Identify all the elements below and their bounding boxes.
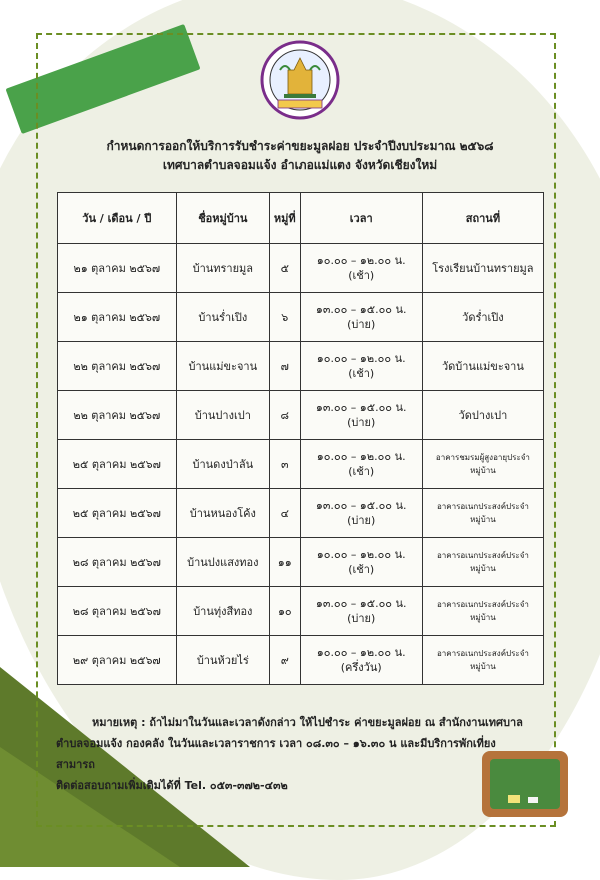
table-header-row [58,193,544,244]
cell-date: ๒๕ ตุลาคม ๒๕๖๗ [58,489,177,538]
time-period: (เช้า) [348,563,375,576]
table-row [58,293,544,342]
cell-village: บ้านทุ่งสีทอง [176,587,269,636]
time-period: (บ่าย) [347,318,376,331]
cell-moo: ๘ [270,391,301,440]
time-period: (บ่าย) [347,416,376,429]
cell-moo: ๕ [270,244,301,293]
cell-moo: ๗ [270,342,301,391]
table-row [58,391,544,440]
cell-moo: ๑๑ [270,538,301,587]
table-row [58,489,544,538]
cell-date: ๒๒ ตุลาคม ๒๕๖๗ [58,391,177,440]
time-period: (เช้า) [348,465,375,478]
cell-village: บ้านดงป่าลัน [176,440,269,489]
cell-date: ๒๒ ตุลาคม ๒๕๖๗ [58,342,177,391]
time-range: ๑๐.๐๐ – ๑๒.๐๐ น. [316,450,406,463]
cell-date: ๒๙ ตุลาคม ๒๕๖๗ [58,636,177,685]
cell-moo: ๔ [270,489,301,538]
cell-village: บ้านทรายมูล [176,244,269,293]
cell-date: ๒๑ ตุลาคม ๒๕๖๗ [58,293,177,342]
cell-village: บ้านแม่ขะจาน [176,342,269,391]
table-row [58,244,544,293]
cell-time [300,244,422,293]
table-row [58,440,544,489]
time-range: ๑๐.๐๐ – ๑๒.๐๐ น. [316,646,406,659]
cell-place: อาคารชมรมผู้สูงอายุประจำหมู่บ้าน [422,440,543,489]
cell-time [300,636,422,685]
remark-line-2: ตำบลจอมแจ้ง กองคลัง ในวันและเวลาราชการ เวลา ๐๘.๓๐ – ๑๖.๓๐ น และมีบริการพักเที่ยง สามารถ [56,737,496,771]
cell-place: วัดร่ำเปิง [422,293,543,342]
time-range: ๑๐.๐๐ – ๑๒.๐๐ น. [316,254,406,267]
time-range: ๑๐.๐๐ – ๑๒.๐๐ น. [316,548,406,561]
time-period: (ครึ่งวัน) [340,661,382,674]
cell-date: ๒๑ ตุลาคม ๒๕๖๗ [58,244,177,293]
remark-line-1: หมายเหตุ : ถ้าไม่มาในวันและเวลาดังกล่าว ให้ไปชำระ ค่าขยะมูลฝอย ณ สำนักงานเทศบาล [92,716,523,729]
header-date: วัน / เดือน / ปี [58,193,177,244]
cell-time [300,538,422,587]
cell-date: ๒๕ ตุลาคม ๒๕๖๗ [58,440,177,489]
cell-moo: ๓ [270,440,301,489]
document-subtitle: เทศบาลตำบลจอมแจ้ง อำเภอแม่แตง จังหวัดเชียงใหม่ [162,158,438,172]
time-range: ๑๓.๐๐ – ๑๕.๐๐ น. [315,597,407,610]
cell-place: อาคารอเนกประสงค์ประจำหมู่บ้าน [422,636,543,685]
cell-place: วัดบ้านแม่ขะจาน [422,342,543,391]
schedule-table [57,192,544,685]
cell-moo: ๙ [270,636,301,685]
cell-village: บ้านปางเปา [176,391,269,440]
cell-village: บ้านปงแสงทอง [176,538,269,587]
cell-place: อาคารอเนกประสงค์ประจำหมู่บ้าน [422,587,543,636]
cell-time [300,440,422,489]
cell-date: ๒๘ ตุลาคม ๒๕๖๗ [58,538,177,587]
header-time: เวลา [300,193,422,244]
time-period: (เช้า) [348,367,375,380]
cell-time [300,293,422,342]
cell-village: บ้านห้วยไร่ [176,636,269,685]
table-row [58,636,544,685]
cell-time [300,342,422,391]
header-place: สถานที่ [422,193,543,244]
cell-time [300,489,422,538]
table-row [58,538,544,587]
cell-time [300,391,422,440]
cell-place: อาคารอเนกประสงค์ประจำหมู่บ้าน [422,538,543,587]
remark-line-3: ติดต่อสอบถามเพิ่มเติมได้ที่ Tel. ๐๕๓-๓๗๒-๔๓๒ [56,779,288,792]
time-period: (บ่าย) [347,514,376,527]
chalkboard-icon [478,745,573,825]
cell-place: อาคารอเนกประสงค์ประจำหมู่บ้าน [422,489,543,538]
cell-village: บ้านร่ำเปิง [176,293,269,342]
cell-village: บ้านหนองโค้ง [176,489,269,538]
time-range: ๑๐.๐๐ – ๑๒.๐๐ น. [316,352,406,365]
document-title: กำหนดการออกให้บริการรับชำระค่าขยะมูลฝอย ประจำปีงบประมาณ ๒๕๖๘ [106,139,494,153]
cell-date: ๒๘ ตุลาคม ๒๕๖๗ [58,587,177,636]
time-period: (บ่าย) [347,612,376,625]
time-range: ๑๓.๐๐ – ๑๕.๐๐ น. [315,401,407,414]
header-moo: หมู่ที่ [270,193,301,244]
time-range: ๑๓.๐๐ – ๑๕.๐๐ น. [315,303,407,316]
table-row [58,342,544,391]
cell-place: โรงเรียนบ้านทรายมูล [422,244,543,293]
time-range: ๑๓.๐๐ – ๑๕.๐๐ น. [315,499,407,512]
municipality-logo [250,40,350,120]
cell-moo: ๑๐ [270,587,301,636]
cell-place: วัดปางเปา [422,391,543,440]
table-row [58,587,544,636]
header-village: ชื่อหมู่บ้าน [176,193,269,244]
remark-note [56,712,536,796]
time-period: (เช้า) [348,269,375,282]
cell-time [300,587,422,636]
cell-moo: ๖ [270,293,301,342]
